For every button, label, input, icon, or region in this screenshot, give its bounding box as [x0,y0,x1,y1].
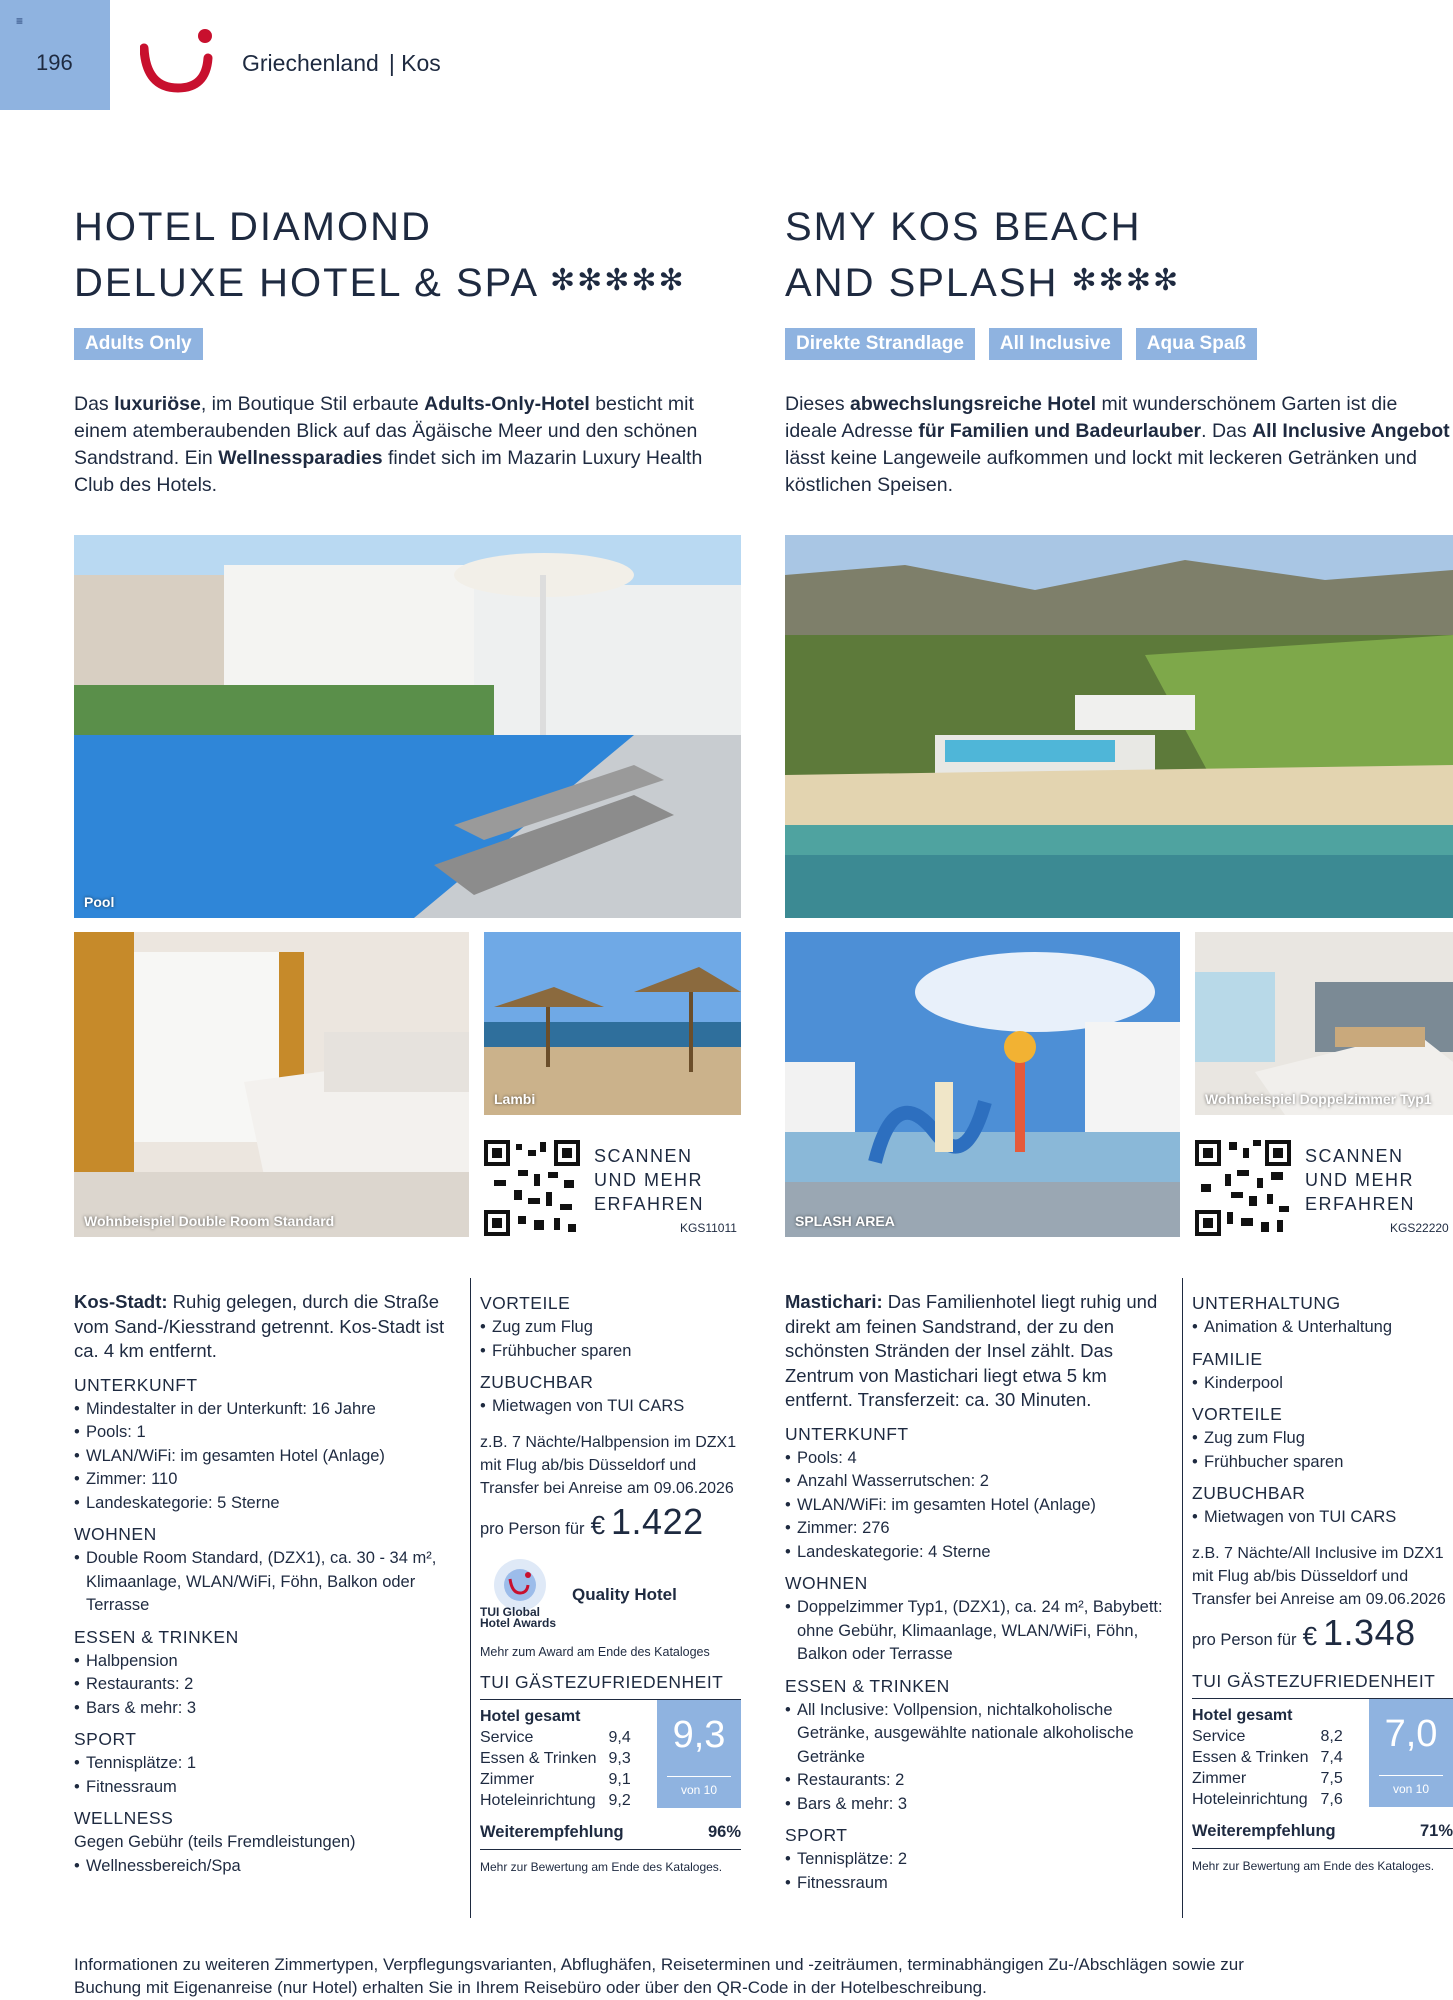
hotel-offer-panel [480,1290,741,1879]
qr-text-line: ERFAHREN [1305,1194,1416,1214]
list-item: • Doppelzimmer Typ1, (DZX1), ca. 24 m², Babybett: ohne Gebühr, Klimaanlage, WLAN/WiFi, Föhn, Balkon oder Terrasse [785,1596,1175,1667]
breadcrumb-country: Griechenland [242,50,379,76]
list-item: • Zug zum Flug [480,1316,741,1340]
photo-room [74,932,469,1237]
hotel-code: KGS22220 [1390,1221,1449,1235]
section-heading: ESSEN & TRINKEN [74,1626,239,1647]
list-item: • Fitnessraum [74,1776,462,1800]
intro-bold: Adults-Only-Hotel [424,393,590,415]
wohnen-list [74,1547,462,1618]
section-heading: VORTEILE [1192,1404,1283,1424]
rating-value: 9,3 [608,1750,631,1767]
recommendation [480,1821,741,1850]
location-description [74,1290,462,1364]
hotel-details [74,1290,462,1878]
rating-value: 7,4 [1320,1749,1343,1766]
award-brand: TUI Global Hotel Awards [480,1605,557,1630]
list-item: • Animation & Unterhaltung [1192,1316,1453,1340]
award-badge [480,1557,741,1659]
list-item: • Pools: 1 [74,1421,462,1445]
intro-text: findet sich im Mazarin Luxury Health Club des Hotels. [74,447,703,496]
location-text: Ruhig gelegen, durch die Straße vom Sand-/Kiesstrand getrennt. Kos-Stadt ist ca. 4 km entfernt. [74,1291,445,1361]
recommend-value: 96% [707,1823,741,1841]
tag-all-inclusive: All Inclusive [989,328,1122,360]
qr-text-line: SCANNEN [594,1146,693,1166]
section-heading: SPORT [785,1825,848,1845]
hotel-title-line2: DELUXE HOTEL & SPA [74,261,537,305]
offer-text: z.B. 7 Nächte/Halbpension im DZX1 mit Flug ab/bis Düsseldorf und Transfer bei Anreise am 09.06.2026 [480,1433,737,1497]
column-divider [470,1278,471,1918]
hotel-offer-panel [1192,1290,1453,1878]
section-heading: ESSEN & TRINKEN [785,1675,950,1696]
rating-label: Hoteleinrichtung [1192,1791,1308,1808]
rating-value: 7,5 [1320,1770,1343,1787]
intro-bold: für Familien und Badeurlauber [918,420,1202,442]
wellness-list [74,1855,462,1879]
section-heading: FAMILIE [1192,1348,1263,1369]
recommendation [1192,1820,1453,1849]
qr-text-line: UND MEHR [1305,1170,1414,1190]
offer-text: z.B. 7 Nächte/All Inclusive im DZX1 mit Flug ab/bis Düsseldorf und Transfer bei Anreise am 09.06.2026 [1192,1544,1446,1608]
rating-value: 9,4 [608,1729,631,1746]
rating-title: TUI GÄSTEZUFRIEDENHEIT [480,1672,724,1692]
recommend-label: Weiterempfehlung [480,1823,624,1841]
intro-text: lässt keine Langeweile aufkommen und lockt mit leckeren Getränken und köstlichen Speisen. [785,447,1417,496]
rating-head: Hotel gesamt [480,1708,581,1725]
page-number: 196 [36,50,73,75]
score-box [1369,1699,1453,1807]
familie-list [1192,1372,1453,1396]
photo-aerial [785,535,1453,918]
list-item: • Landeskategorie: 5 Sterne [74,1492,462,1516]
tag-adults-only: Adults Only [74,328,203,360]
intro-text: mit wunderschönem Garten ist die ideale Adresse [785,393,1398,442]
rating-label: Essen & Trinken [1192,1749,1309,1766]
hotel-title-line1: HOTEL DIAMOND [74,205,432,249]
list-item: • Pools: 4 [785,1447,1175,1471]
section-heading: UNTERKUNFT [74,1374,198,1395]
section-heading: VORTEILE [480,1293,571,1313]
list-item: • Bars & mehr: 3 [74,1697,462,1721]
rating-label: Hoteleinrichtung [480,1792,596,1809]
hotel-tags [785,328,1257,360]
rating-panel [480,1699,741,1807]
qr-scan-text [1305,1144,1415,1216]
menu-icon[interactable]: ≡ [16,14,24,28]
breadcrumb [242,50,441,77]
list-item: • Anzahl Wasserrutschen: 2 [785,1470,1175,1494]
location-description [785,1290,1175,1413]
location-text: Das Familienhotel liegt ruhig und direkt am feinen Sandstrand, der zu den schönsten Stränden der Insel zählt. Das Zentrum von Mastichari liegt etwa 5 km entfernt. Transferzeit: ca. 30 Minuten. [785,1291,1158,1410]
list-item: • WLAN/WiFi: im gesamten Hotel (Anlage) [785,1494,1175,1518]
list-item: • Restaurants: 2 [785,1769,1175,1793]
list-item: • Wellnessbereich/Spa [74,1855,462,1879]
qr-code[interactable] [484,1140,580,1236]
section-heading: WOHNEN [74,1524,157,1544]
list-item: • Tennisplätze: 2 [785,1848,1175,1872]
price-currency: € [1302,1620,1318,1651]
star-rating: ✻✻✻✻✻ [549,264,686,297]
photo-caption: Lambi [494,1091,536,1107]
qr-code[interactable] [1195,1140,1291,1236]
overall-score: 9,3 [672,1714,726,1756]
hotel-details [785,1290,1175,1895]
section-heading: UNTERHALTUNG [1192,1293,1341,1313]
qr-text-line: UND MEHR [594,1170,703,1190]
wellness-note: Gegen Gebühr (teils Fremdleistungen) [74,1833,356,1851]
zubuchbar-list [480,1395,741,1419]
price [1192,1611,1453,1653]
rating-note: Mehr zur Bewertung am Ende des Kataloges. [480,1859,723,1874]
photo-caption: SPLASH AREA [795,1213,895,1229]
photo-caption: Pool [84,894,115,910]
list-item: • Zimmer: 276 [785,1517,1175,1541]
recommend-value: 71% [1419,1822,1453,1840]
hotel-intro [74,391,744,499]
section-heading: UNTERKUNFT [785,1423,909,1444]
list-item: • Bars & mehr: 3 [785,1793,1175,1817]
rating-row [1192,1768,1343,1789]
rating-value: 7,6 [1320,1791,1343,1808]
hotel-title-smy [785,200,1180,310]
essen-list [74,1650,462,1721]
breadcrumb-region: | Kos [388,50,441,76]
star-rating: ✻✻✻✻ [1071,264,1181,297]
list-item: • Mietwagen von TUI CARS [1192,1506,1453,1530]
rating-title: TUI GÄSTEZUFRIEDENHEIT [1192,1671,1436,1691]
list-item: • Restaurants: 2 [74,1673,462,1697]
sport-list [785,1848,1175,1895]
hotel-title-diamond [74,200,686,310]
rating-row [1192,1726,1343,1747]
score-scale: von 10 [667,1776,731,1803]
recommend-label: Weiterempfehlung [1192,1822,1336,1840]
list-item: • Mindestalter in der Unterkunft: 16 Jahre [74,1398,462,1422]
essen-list [785,1699,1175,1817]
photo-caption: Wohnbeispiel Double Room Standard [84,1213,335,1229]
section-heading: SPORT [74,1729,137,1749]
rating-value: 9,1 [608,1771,631,1788]
price-amount: 1.422 [611,1500,704,1542]
intro-text: . Das [1201,420,1253,442]
rating-value: 9,2 [608,1792,631,1809]
rating-row [1192,1747,1343,1768]
qr-text-line: SCANNEN [1305,1146,1404,1166]
rating-row [480,1769,631,1790]
list-item: • Zug zum Flug [1192,1427,1453,1451]
section-heading: WELLNESS [74,1808,174,1828]
price [480,1500,741,1542]
rating-label: Zimmer [1192,1770,1247,1787]
overall-score: 7,0 [1384,1713,1438,1755]
unterkunft-list [785,1447,1175,1565]
award-label: Quality Hotel [572,1585,677,1604]
rating-table [480,1706,631,1811]
intro-bold: abwechslungsreiche Hotel [850,393,1097,415]
location-label: Mastichari: [785,1291,883,1312]
rating-note: Mehr zur Bewertung am Ende des Kataloges. [1192,1858,1435,1873]
intro-bold: Wellnessparadies [218,447,383,469]
section-heading: ZUBUCHBAR [1192,1483,1306,1503]
unterkunft-list [74,1398,462,1516]
list-item: • Zimmer: 110 [74,1468,462,1492]
vorteile-list [1192,1427,1453,1474]
list-item: • Fitnessraum [785,1872,1175,1896]
column-divider [1182,1278,1183,1918]
hotel-title-line1: SMY KOS BEACH [785,205,1142,249]
tag-direkte-strandlage: Direkte Strandlage [785,328,975,360]
page-number-tab [0,0,110,110]
hotel-title-line2: AND SPLASH [785,261,1059,305]
list-item: • WLAN/WiFi: im gesamten Hotel (Anlage) [74,1445,462,1469]
list-item: • Frühbucher sparen [1192,1451,1453,1475]
rating-panel [1192,1698,1453,1806]
hotel-intro [785,391,1453,499]
list-item: • Kinderpool [1192,1372,1453,1396]
zubuchbar-list [1192,1506,1453,1530]
list-item: • Landeskategorie: 4 Sterne [785,1541,1175,1565]
location-label: Kos-Stadt: [74,1291,168,1312]
hotel-tags [74,328,203,360]
hotel-code: KGS11011 [680,1221,737,1235]
vorteile-list [480,1316,741,1363]
photo-room [1195,932,1453,1115]
score-box [657,1700,741,1808]
intro-text: Dieses [785,393,851,415]
intro-text: besticht mit einem atemberaubenden Blick auf das Ägäische Meer und den schönen Sandstrand. Ein [74,393,698,469]
list-item: • Mietwagen von TUI CARS [480,1395,741,1419]
price-amount: 1.348 [1323,1611,1416,1653]
score-scale: von 10 [1379,1775,1443,1802]
rating-row [480,1790,631,1811]
rating-value: 8,2 [1320,1728,1343,1745]
price-label: pro Person für [480,1519,585,1538]
list-item: • Double Room Standard, (DZX1), ca. 30 - 34 m², Klimaanlage, WLAN/WiFi, Föhn, Balkon oder Terrasse [74,1547,462,1618]
intro-bold: luxuriöse [114,393,201,415]
award-note: Mehr zum Award am Ende des Kataloges [480,1645,710,1659]
intro-bold: All Inclusive Angebot [1252,420,1450,442]
sport-list [74,1752,462,1799]
price-label: pro Person für [1192,1630,1297,1649]
list-item: • Tennisplätze: 1 [74,1752,462,1776]
list-item: • Frühbucher sparen [480,1340,741,1364]
unterhaltung-list [1192,1316,1453,1340]
rating-label: Service [480,1729,534,1746]
intro-text: , im Boutique Stil erbaute [200,393,425,415]
rating-label: Essen & Trinken [480,1750,597,1767]
photo-pool [74,535,741,918]
list-item: • Halbpension [74,1650,462,1674]
rating-row [480,1727,631,1748]
qr-text-line: ERFAHREN [594,1194,705,1214]
list-item: • All Inclusive: Vollpension, nichtalkoholische Getränke, ausgewählte nationale alkoholische Getränke [785,1699,1175,1770]
intro-text: Das [74,393,115,415]
rating-head: Hotel gesamt [1192,1707,1293,1724]
tag-aqua-spass: Aqua Spaß [1136,328,1257,360]
rating-label: Zimmer [480,1771,535,1788]
qr-scan-text [594,1144,704,1216]
section-heading: ZUBUCHBAR [480,1372,594,1392]
rating-table [1192,1705,1343,1810]
photo-beach [484,932,741,1115]
section-heading: WOHNEN [785,1573,868,1593]
tui-logo [140,26,220,96]
price-currency: € [590,1509,606,1540]
photo-splash-area [785,932,1180,1237]
rating-row [1192,1789,1343,1810]
wohnen-list [785,1596,1175,1667]
rating-label: Service [1192,1728,1246,1745]
footer-note: Informationen zu weiteren Zimmertypen, Verpflegungsvarianten, Abflughäfen, Reiseterminen und -zeiträumen, terminabhängigen Zu-/Abschlägen sowie zur Buchung mit Eigenanreise (nur Hotel) erhalten Sie in Ihrem Reisebüro oder über den QR-Code in der Hotelbeschreibung. [74,1955,1244,1997]
rating-row [480,1748,631,1769]
photo-caption: Wohnbeispiel Doppelzimmer Typ1 [1205,1091,1432,1107]
